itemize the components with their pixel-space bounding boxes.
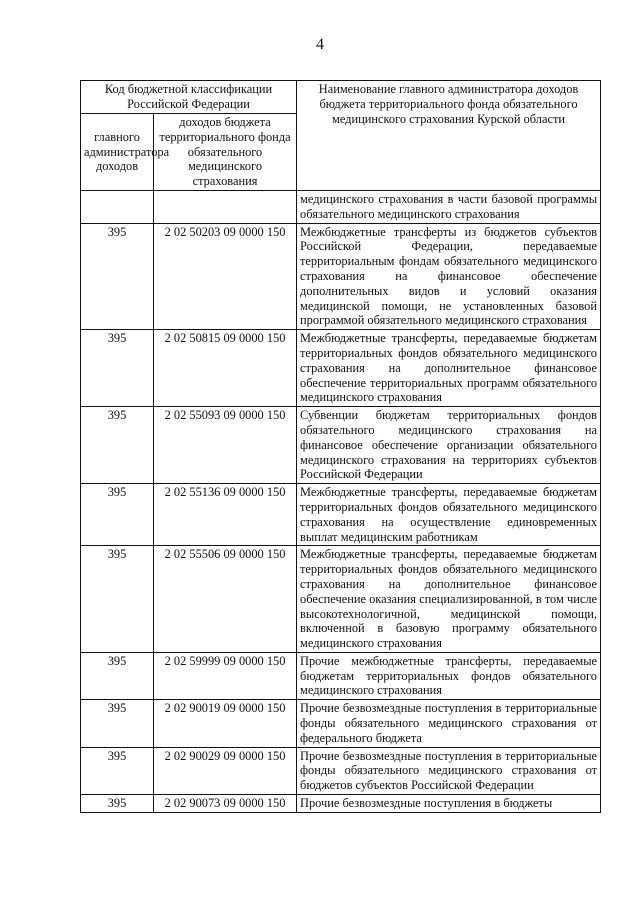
table-row	[81, 546, 601, 653]
revenue-name-cell: Прочие безвозмездные поступления в территориальные фонды обязательного медицинского страхования от бюджетов субъектов Российской Федерации	[297, 747, 601, 794]
header-fund-revenue: доходов бюджета территориального фонда обязательного медицинского страхования	[154, 114, 297, 191]
table-row	[81, 795, 601, 813]
admin-code-cell: 395	[81, 484, 154, 546]
admin-code-cell: 395	[81, 652, 154, 699]
revenue-code-cell: 2 02 55136 09 0000 150	[154, 484, 297, 546]
description-cell: медицинского страхования в части базовой программы обязательного медицинского страхования	[297, 190, 601, 223]
header-main-administrator: главного администратора доходов	[81, 114, 154, 191]
table-row	[81, 330, 601, 407]
revenue-code-cell: 2 02 90019 09 0000 150	[154, 700, 297, 747]
revenue-code-cell: 2 02 90029 09 0000 150	[154, 747, 297, 794]
table-row	[81, 747, 601, 794]
admin-code-cell: 395	[81, 795, 154, 813]
header-administrator-name: Наименование главного администратора доходов бюджета территориального фонда обязательного медицинского страхования Курской области	[297, 81, 601, 191]
table-row	[81, 223, 601, 330]
revenue-name-cell: Межбюджетные трансферты, передаваемые бюджетам территориальных фондов обязательного медицинского страхования на дополнительное финансовое обеспечение оказания специализированной, в том числе высокотехнологичной, медицинской помощи, включенной в базовую программу обязательного медицинского страхования	[297, 546, 601, 653]
header-classification-code: Код бюджетной классификации Российской Федерации	[81, 81, 297, 114]
revenue-classification-table	[80, 80, 601, 813]
revenue-code-cell: 2 02 50203 09 0000 150	[154, 223, 297, 330]
admin-code-cell: 395	[81, 407, 154, 484]
revenue-name-cell: Межбюджетные трансферты из бюджетов субъектов Российской Федерации, передаваемые территориальным фондам обязательного медицинского страхования на финансовое обеспечение дополнительных видов и условий оказания медицинской помощи, не установленных базовой программой обязательного медицинского страхования	[297, 223, 601, 330]
table-row	[81, 652, 601, 699]
table-row	[81, 407, 601, 484]
revenue-code-cell: 2 02 59999 09 0000 150	[154, 652, 297, 699]
revenue-name-cell: Прочие безвозмездные поступления в бюджеты	[297, 795, 601, 813]
revenue-name-cell: Субвенции бюджетам территориальных фондов обязательного медицинского страхования на финансовое обеспечение организации обязательного медицинского страхования на территориях субъектов Российской Федерации	[297, 407, 601, 484]
admin-code-cell: 395	[81, 700, 154, 747]
revenue-name-cell: Межбюджетные трансферты, передаваемые бюджетам территориальных фондов обязательного медицинского страхования на дополнительное финансовое обеспечение территориальных программ обязательного медицинского страхования	[297, 330, 601, 407]
revenue-name-cell: Межбюджетные трансферты, передаваемые бюджетам территориальных фондов обязательного медицинского страхования на осуществление единовременных выплат медицинским работникам	[297, 484, 601, 546]
revenue-code-cell: 2 02 50815 09 0000 150	[154, 330, 297, 407]
admin-cell	[81, 190, 154, 223]
revenue-code-cell: 2 02 55506 09 0000 150	[154, 546, 297, 653]
table-row	[81, 700, 601, 747]
revenue-code-cell: 2 02 55093 09 0000 150	[154, 407, 297, 484]
revenue-name-cell: Прочие безвозмездные поступления в территориальные фонды обязательного медицинского страхования от федерального бюджета	[297, 700, 601, 747]
table-row	[81, 484, 601, 546]
revenue-name-cell: Прочие межбюджетные трансферты, передаваемые бюджетам территориальных фондов обязательного медицинского страхования	[297, 652, 601, 699]
page-number: 4	[316, 36, 324, 53]
revenue-code-cell: 2 02 90073 09 0000 150	[154, 795, 297, 813]
admin-code-cell: 395	[81, 223, 154, 330]
admin-code-cell: 395	[81, 747, 154, 794]
code-cell	[154, 190, 297, 223]
table-row-continuation	[81, 190, 601, 223]
admin-code-cell: 395	[81, 330, 154, 407]
admin-code-cell: 395	[81, 546, 154, 653]
